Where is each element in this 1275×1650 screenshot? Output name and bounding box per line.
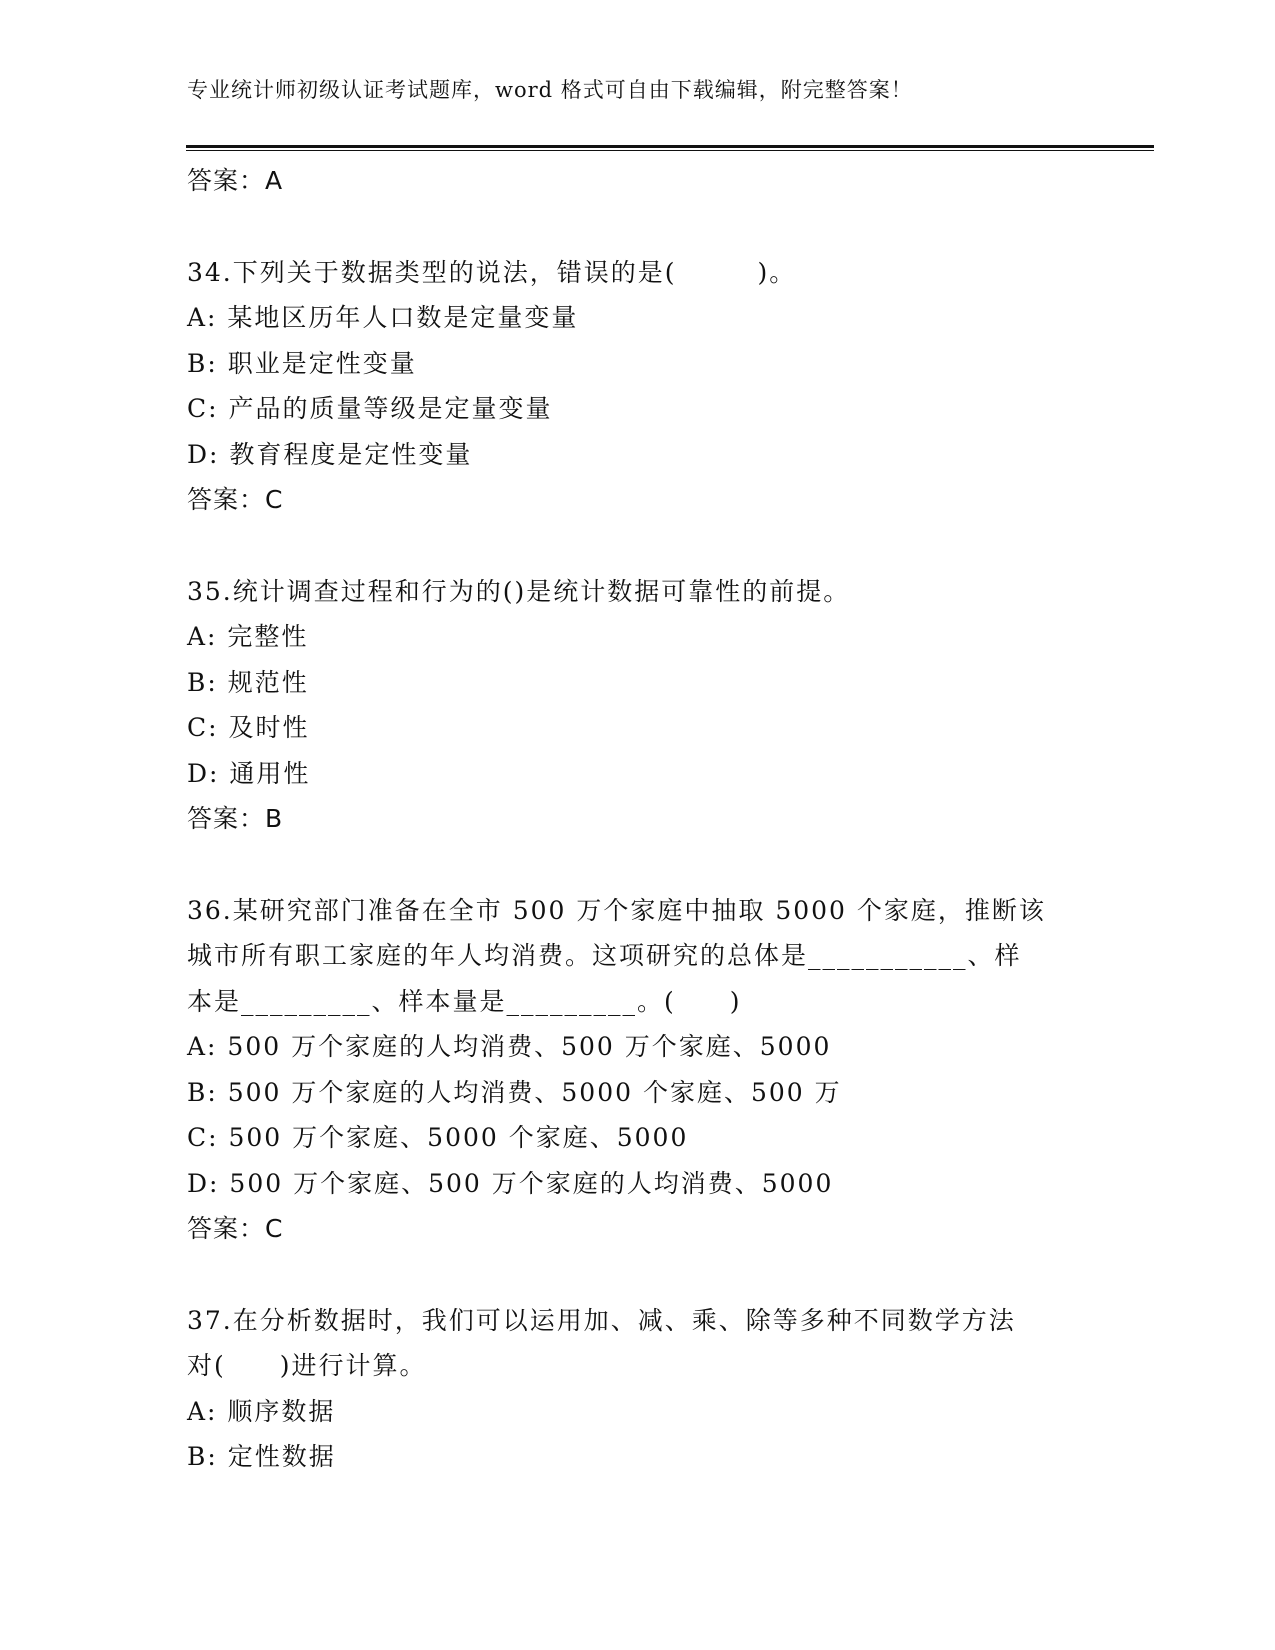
answer-34: 答案：C bbox=[187, 485, 284, 514]
option-c: C: 500 万个家庭、5000 个家庭、5000 bbox=[187, 1123, 689, 1152]
question-stem-line-2: 对( )进行计算。 bbox=[187, 1351, 427, 1380]
question-stem-line-1: 36.某研究部门准备在全市 500 万个家庭中抽取 5000 个家庭，推断该 bbox=[187, 895, 1046, 925]
answer-33: 答案：A bbox=[187, 166, 284, 195]
option-a: A: 顺序数据 bbox=[187, 1396, 336, 1426]
option-b: B: 500 万个家庭的人均消费、5000 个家庭、500 万 bbox=[187, 1077, 842, 1107]
question-stem: 34.下列关于数据类型的说法，错误的是( )。 bbox=[187, 257, 797, 287]
spacer bbox=[187, 842, 1087, 888]
header-rule-thin bbox=[186, 150, 1154, 151]
option-a: A: 500 万个家庭的人均消费、500 万个家庭、5000 bbox=[187, 1032, 832, 1061]
page-header: 专业统计师初级认证考试题库，word 格式可自由下载编辑，附完整答案！ bbox=[187, 78, 913, 102]
option-d: D: 教育程度是定性变量 bbox=[187, 439, 473, 469]
header-rule-thick bbox=[186, 145, 1154, 148]
option-d: D: 通用性 bbox=[187, 758, 311, 788]
option-b: B: 规范性 bbox=[187, 667, 309, 697]
option-a: A: 某地区历年人口数是定量变量 bbox=[187, 303, 579, 332]
spacer bbox=[187, 1252, 1087, 1298]
option-d: D: 500 万个家庭、500 万个家庭的人均消费、5000 bbox=[187, 1168, 834, 1198]
option-c: C: 产品的质量等级是定量变量 bbox=[187, 394, 553, 423]
answer-35: 答案：B bbox=[187, 804, 284, 833]
option-c: C: 及时性 bbox=[187, 713, 310, 742]
question-34 bbox=[187, 250, 1087, 523]
question-36 bbox=[187, 888, 1087, 1252]
question-stem-line-2: 城市所有职工家庭的年人均消费。这项研究的总体是___________、样 bbox=[187, 941, 1022, 970]
question-stem: 35.统计调查过程和行为的()是统计数据可靠性的前提。 bbox=[187, 576, 851, 606]
question-stem-line-3: 本是_________、样本量是_________。( ) bbox=[187, 986, 742, 1016]
question-37 bbox=[187, 1298, 1087, 1480]
spacer bbox=[187, 523, 1087, 569]
answer-36: 答案：C bbox=[187, 1214, 284, 1243]
option-b: B: 定性数据 bbox=[187, 1442, 336, 1471]
question-content bbox=[187, 158, 1087, 1480]
spacer bbox=[187, 204, 1087, 250]
question-35 bbox=[187, 569, 1087, 842]
option-b: B: 职业是定性变量 bbox=[187, 348, 417, 378]
option-a: A: 完整性 bbox=[187, 622, 309, 651]
question-stem-line-1: 37.在分析数据时，我们可以运用加、减、乘、除等多种不同数学方法 bbox=[187, 1305, 1016, 1335]
